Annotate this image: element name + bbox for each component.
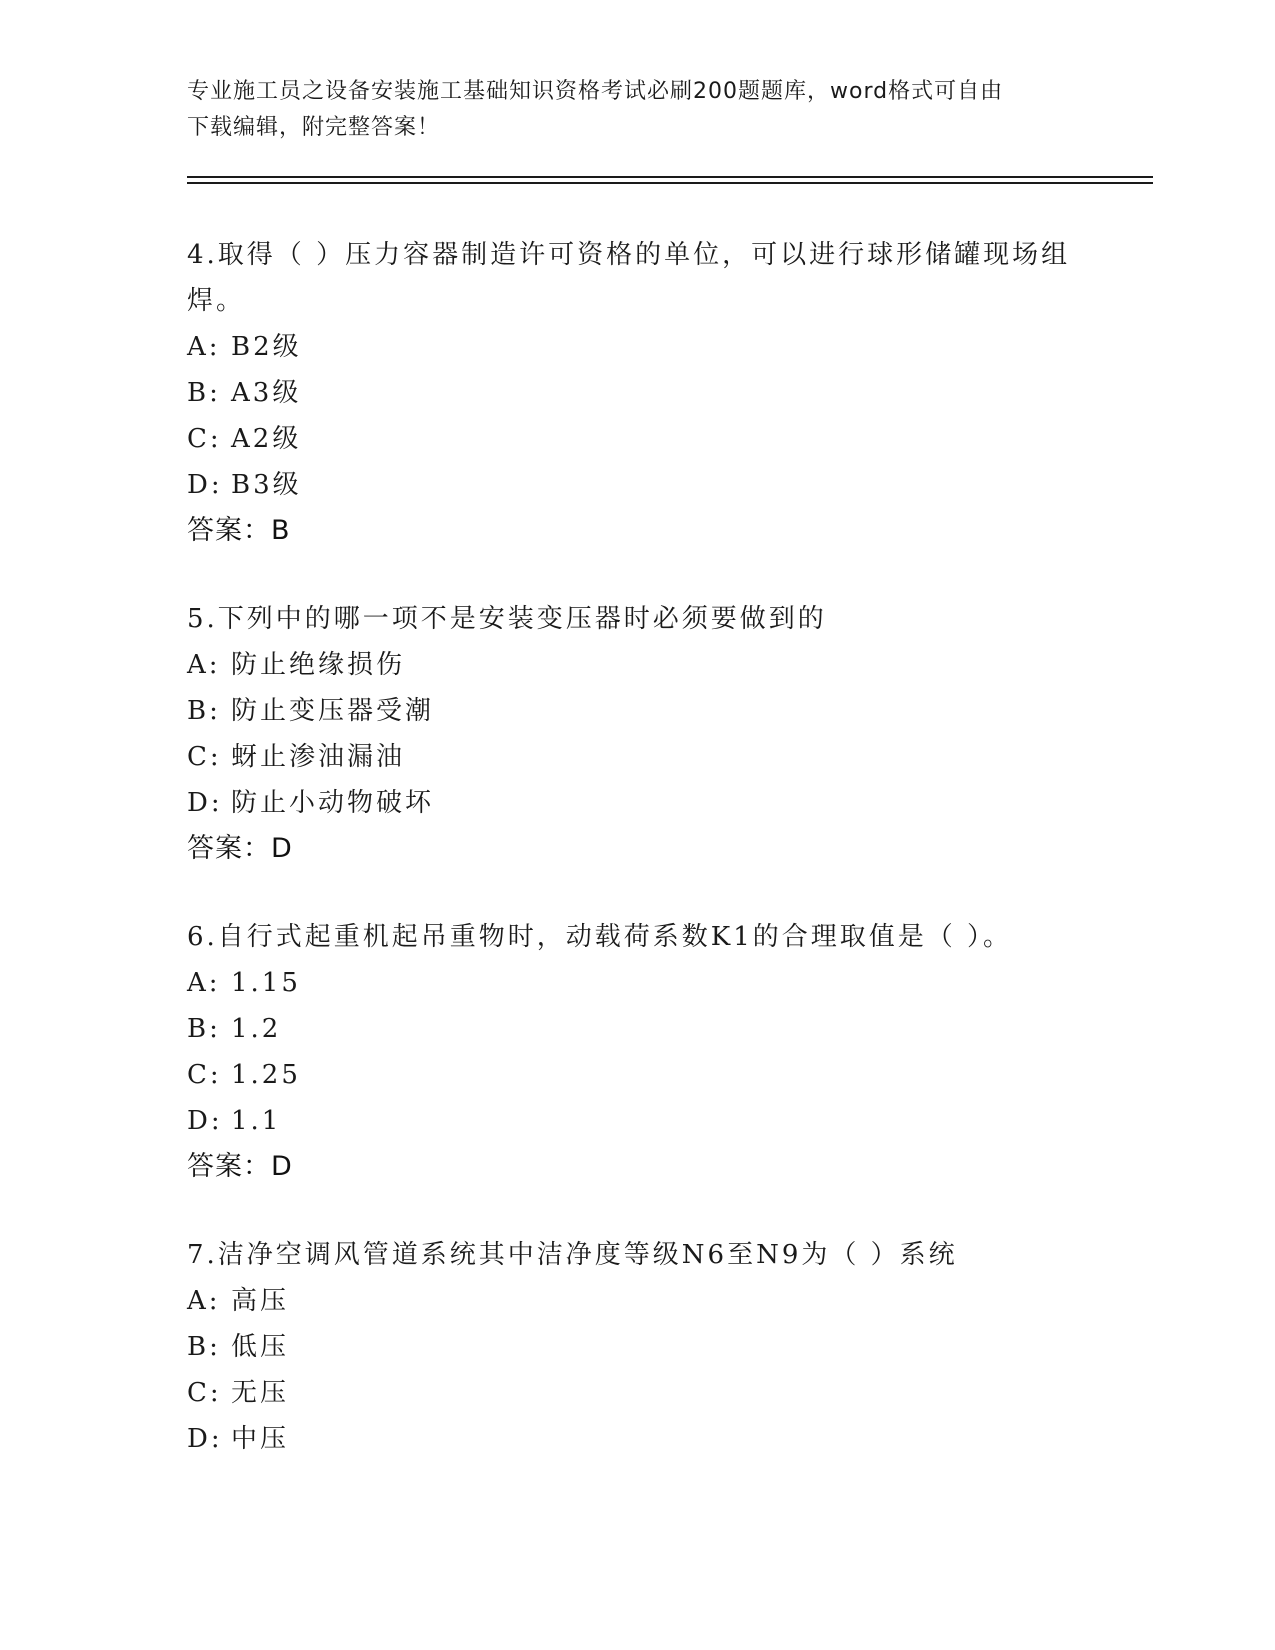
document-header xyxy=(187,74,1087,146)
question-stem: 6.自行式起重机起吊重物时，动载荷系数K1的合理取值是（ ）。 xyxy=(187,922,1013,952)
option-a xyxy=(187,642,1087,688)
option-a xyxy=(187,1278,1087,1324)
option-d xyxy=(187,462,1087,508)
question-item xyxy=(187,914,1087,1190)
option-text: 防止变压器受潮 xyxy=(231,696,435,726)
option-c xyxy=(187,1370,1087,1416)
option-letter: A: xyxy=(187,650,221,680)
option-letter: B: xyxy=(187,378,221,408)
option-letter: D: xyxy=(187,1106,223,1136)
option-letter: C: xyxy=(187,742,222,772)
answer-line: 答案：D xyxy=(187,833,293,864)
option-text: B3级 xyxy=(231,470,302,500)
option-letter: C: xyxy=(187,1060,222,1090)
option-text: 1.15 xyxy=(231,968,301,998)
option-text: 高压 xyxy=(231,1286,290,1316)
option-c xyxy=(187,734,1087,780)
header-divider-top xyxy=(187,176,1153,178)
question-item xyxy=(187,596,1087,872)
option-letter: A: xyxy=(187,968,221,998)
option-a xyxy=(187,324,1087,370)
option-letter: D: xyxy=(187,1424,223,1454)
option-text: 1.1 xyxy=(231,1106,282,1136)
option-d xyxy=(187,1098,1087,1144)
option-a xyxy=(187,960,1087,1006)
question-item xyxy=(187,1232,1087,1462)
header-line-2: 下载编辑，附完整答案！ xyxy=(187,115,441,140)
option-b xyxy=(187,1006,1087,1052)
option-c xyxy=(187,1052,1087,1098)
header-line-1: 专业施工员之设备安装施工基础知识资格考试必刷200题题库，word格式可自由 xyxy=(187,79,1004,104)
option-letter: B: xyxy=(187,1332,221,1362)
option-text: A3级 xyxy=(231,378,302,408)
option-letter: D: xyxy=(187,788,223,818)
header-divider-bottom xyxy=(187,182,1153,184)
option-letter: D: xyxy=(187,470,223,500)
option-text: 防止绝缘损伤 xyxy=(231,650,406,680)
option-c xyxy=(187,416,1087,462)
option-d xyxy=(187,1416,1087,1462)
question-stem: 4.取得（ ）压力容器制造许可资格的单位，可以进行球形储罐现场组焊。 xyxy=(187,240,1071,316)
option-text: A2级 xyxy=(231,424,302,454)
question-list xyxy=(187,232,1087,1504)
option-text: 无压 xyxy=(231,1378,290,1408)
option-letter: A: xyxy=(187,332,221,362)
option-letter: A: xyxy=(187,1286,221,1316)
option-text: 1.2 xyxy=(231,1014,282,1044)
option-text: 低压 xyxy=(231,1332,290,1362)
option-b xyxy=(187,1324,1087,1370)
option-b xyxy=(187,370,1087,416)
question-stem: 5.下列中的哪一项不是安装变压器时必须要做到的 xyxy=(187,604,827,634)
answer-line: 答案：D xyxy=(187,1151,293,1182)
option-text: 蚜止渗油漏油 xyxy=(231,742,406,772)
option-text: B2级 xyxy=(231,332,302,362)
option-letter: B: xyxy=(187,1014,221,1044)
option-text: 1.25 xyxy=(231,1060,301,1090)
option-b xyxy=(187,688,1087,734)
option-letter: C: xyxy=(187,1378,222,1408)
question-stem: 7.洁净空调风管道系统其中洁净度等级N6至N9为（ ）系统 xyxy=(187,1240,958,1270)
option-letter: C: xyxy=(187,424,222,454)
option-text: 中压 xyxy=(231,1424,290,1454)
question-item xyxy=(187,232,1087,554)
option-text: 防止小动物破坏 xyxy=(231,788,435,818)
option-letter: B: xyxy=(187,696,221,726)
answer-line: 答案：B xyxy=(187,515,291,546)
option-d xyxy=(187,780,1087,826)
